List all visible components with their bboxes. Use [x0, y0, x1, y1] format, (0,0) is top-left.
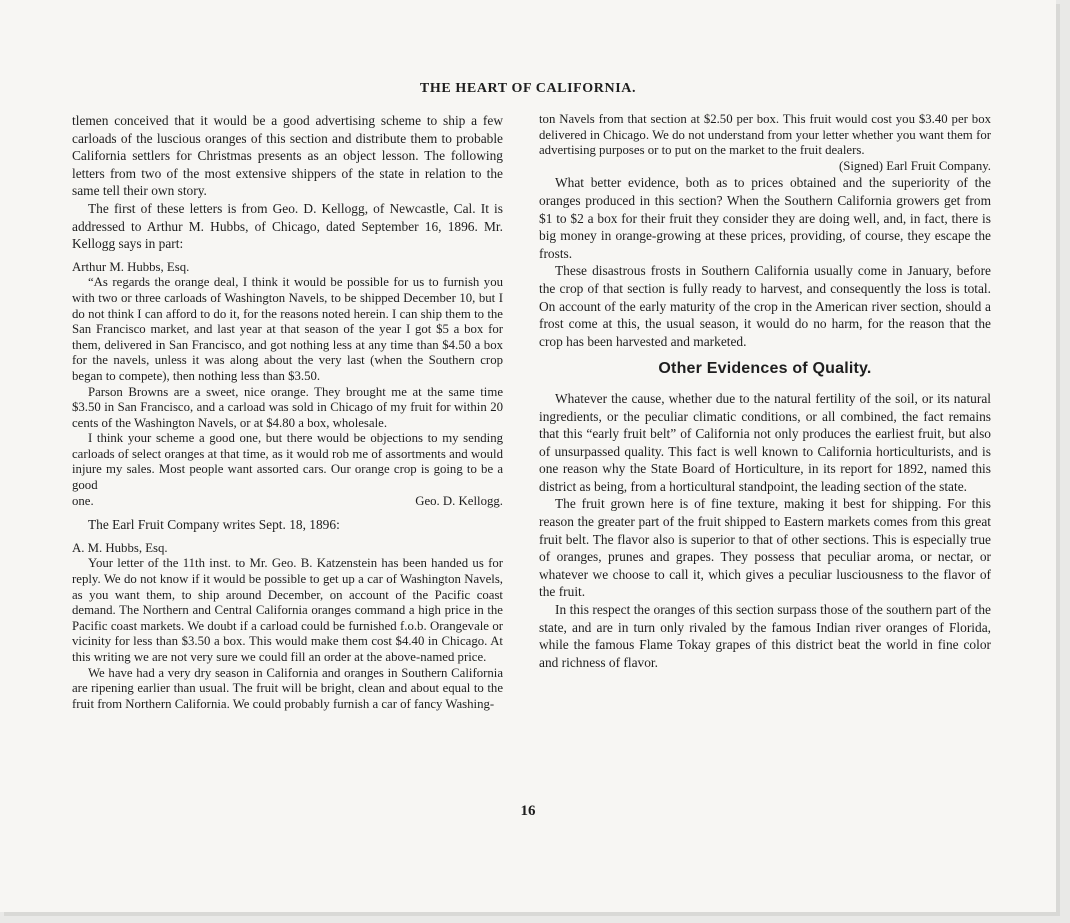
letter-salutation: A. M. Hubbs, Esq.	[72, 540, 168, 555]
letter-salutation: Arthur M. Hubbs, Esq.	[72, 259, 190, 274]
letter-paragraph: “As regards the orange deal, I think it would be possible for us to furnish you with two or three carloads of Washington Navels, to be shipped December 10, but I do not think I can afford to do it, for the reasons noted herein. I can ship them to the San Francisco market, and last year at that season of the year I got $5 a box for them, delivered in San Francisco, and got nothing less at any time than $4.50 a box for the navels, unless it was along about the very last (when the Southern crop began to compete), then nothing less than $3.50.	[72, 275, 503, 383]
earl-fruit-letter-continued	[539, 112, 991, 174]
paragraph: The Earl Fruit Company writes Sept. 18, 1896:	[88, 517, 340, 533]
left-column	[72, 112, 503, 712]
paragraph: tlemen conceived that it would be a good advertising scheme to ship a few carloads of the luscious oranges of this section and distribute them to probable California settlers for Christmas presents as an object lesson. The following letters from two of the most extensive shippers of the state in relation to the same tell their own story.	[72, 113, 503, 199]
page-number: 16	[520, 803, 536, 819]
paragraph: Whatever the cause, whether due to the natural fertility of the soil, or its natural ingredients, or the peculiar climatic conditions, or all combined, the fact remains that this “early fruit belt” of California not only produces the earliest fruit, but also of unsurpassed quality. This fact is well known to California horticulturists, and is one reason why the State Board of Horticulture, in its report for 1892, named this district as being, from a horticultural standpoint, the leading section of the state.	[539, 390, 991, 494]
paragraph: What better evidence, both as to prices obtained and the superiority of the oranges produced in this section? When the Southern California growers get from $1 to $2 a box for their fruit they consider they are doing well, and, in fact, there is big money in orange-growing at these prices, providing, of course, they escape the frosts.	[539, 175, 991, 261]
letter-paragraph: Your letter of the 11th inst. to Mr. Geo. B. Katzenstein has been handed us for reply. We do not know if it would be possible to get up a car of Washington Navels, as you want them, to ship around December, on account of the Pacific coast demand. The Northern and Central California oranges command a high price in the Pacific coast markets. We doubt if a carload could be furnished f.o.b. Orangevale or vicinity for less than $3.50 a box. This would make them cost $4.40 in Chicago. At this writing we are not very sure we could fill an order at the above-named price.	[72, 556, 503, 664]
paragraph: The first of these letters is from Geo. D. Kellogg, of Newcastle, Cal. It is addressed to Arthur M. Hubbs, of Chicago, dated September 16, 1896. Mr. Kellogg says in part:	[72, 200, 503, 252]
section-heading: Other Evidences of Quality.	[658, 360, 872, 378]
letter-paragraph: I think your scheme a good one, but there would be objections to my sending carloads of select oranges at that time, as it would rob me of assortments and would injure my sales. Most people want assorted cars. Our orange crop is going to be a good	[72, 431, 503, 493]
letter-paragraph: We have had a very dry season in California and oranges in Southern California are ripening earlier than usual. The fruit will be bright, clean and about equal to the fruit from Northern California. We could probably furnish a car of fancy Washing-	[72, 665, 503, 711]
paragraph: In this respect the oranges of this section surpass those of the southern part of the state, and are in turn only rivaled by the famous Indian river oranges of Florida, while the famous Flame Tokay grapes of this district beat the world in fine color and richness of flavor.	[539, 602, 991, 670]
paragraph: The fruit grown here is of fine texture, making it best for shipping. For this reason the greater part of the fruit shipped to Eastern markets comes from this great fruit belt. The flavor also is superior to that of other sections. This is especially true of oranges, prunes and grapes. They possess that peculiar aroma, or nectar, or whatever we choose to call it, which gives a peculiar lusciousness to the flavor of the fruit.	[539, 496, 991, 600]
letter-closing-row	[72, 494, 503, 510]
letter-paragraph: ton Navels from that section at $2.50 per box. This fruit would cost you $3.40 per box delivered in Chicago. We do not understand from your letter whether you want them for advertising purposes or to put on the market to the fruit dealers.	[539, 112, 991, 158]
letter-last-word: one.	[72, 493, 94, 508]
letter-signature: (Signed) Earl Fruit Company.	[838, 158, 991, 173]
letter-signature: Geo. D. Kellogg.	[415, 493, 503, 508]
right-column	[539, 112, 991, 671]
paragraph: These disastrous frosts in Southern California usually come in January, before the crop of that section is fully ready to harvest, and consequently the loss is total. On account of the early maturity of the crop in the American river section, should a frost come at this, the usual season, it would do no harm, for the reason that the crop has been harvested and marketed.	[539, 263, 991, 349]
kellogg-letter	[72, 260, 503, 510]
letter-paragraph: Parson Browns are a sweet, nice orange. They brought me at the same time $3.50 in San Francisco, and a carload was sold in Chicago of my fruit for within 20 cents of the Washington Navels, or at $4.80 a box, wholesale.	[72, 384, 503, 430]
running-header: THE HEART OF CALIFORNIA.	[419, 81, 637, 96]
earl-fruit-letter	[72, 541, 503, 713]
